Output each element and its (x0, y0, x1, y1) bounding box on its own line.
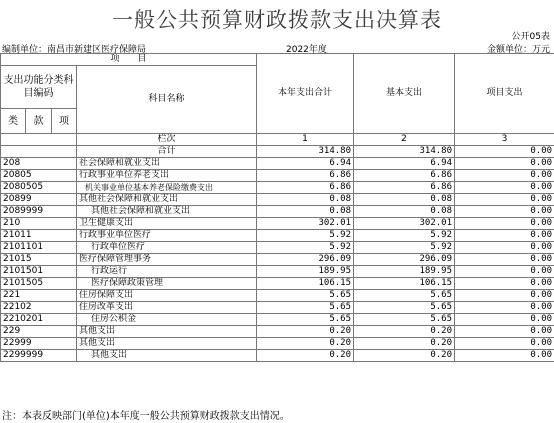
row-total: 106.15 (257, 278, 354, 290)
row-code: 2080505 (1, 182, 77, 194)
row-code: 221 (1, 290, 77, 302)
total-sum: 314.80 (257, 146, 354, 158)
header-basic: 基本支出 (354, 54, 455, 134)
reporting-unit: 编制单位：南昌市新建区医疗保障局 (2, 45, 147, 55)
row-subject-name: 行政事业单位医疗 (77, 230, 257, 242)
money-unit: 金额单位：万元 (486, 45, 550, 55)
column-no-label: 栏次 (77, 134, 257, 146)
row-subject-name: 住房公积金 (77, 314, 257, 326)
row-basic: 6.94 (354, 158, 455, 170)
row-subject-name: 其他社会保障和就业支出 (77, 206, 257, 218)
expenditure-table (0, 53, 554, 362)
table-row (1, 326, 554, 338)
table-row (1, 170, 554, 182)
row-code: 2210201 (1, 314, 77, 326)
row-project: 0.00 (455, 194, 554, 206)
row-total: 6.86 (257, 170, 354, 182)
header-item: 项 目 (1, 54, 257, 66)
row-basic: 5.92 (354, 230, 455, 242)
table-row (1, 350, 554, 362)
row-code: 229 (1, 326, 77, 338)
row-basic: 6.86 (354, 170, 455, 182)
row-total: 5.65 (257, 302, 354, 314)
row-code: 22999 (1, 338, 77, 350)
row-project: 0.00 (455, 314, 554, 326)
row-project: 0.00 (455, 278, 554, 290)
row-total: 5.65 (257, 314, 354, 326)
table-row (1, 290, 554, 302)
header-kuan: 款 (26, 109, 52, 134)
column-no-2: 2 (354, 134, 455, 146)
row-project: 0.00 (455, 326, 554, 338)
row-code: 208 (1, 158, 77, 170)
column-no-3: 3 (455, 134, 554, 146)
row-subject-name: 住房保障支出 (77, 290, 257, 302)
row-total: 6.86 (257, 182, 354, 194)
column-no-1: 1 (257, 134, 354, 146)
row-project: 0.00 (455, 242, 554, 254)
table-row (1, 218, 554, 230)
row-project: 0.00 (455, 206, 554, 218)
row-subject-name: 住房改革支出 (77, 302, 257, 314)
row-total: 0.08 (257, 206, 354, 218)
row-total: 0.08 (257, 194, 354, 206)
form-number: 公开05表 (511, 32, 550, 42)
table-row (1, 230, 554, 242)
table-row (1, 182, 554, 194)
row-project: 0.00 (455, 350, 554, 362)
header-project: 项目支出 (455, 54, 554, 134)
row-basic: 296.09 (354, 254, 455, 266)
total-project: 0.00 (455, 146, 554, 158)
row-subject-name: 社会保障和就业支出 (77, 158, 257, 170)
page-title: 一般公共预算财政拨款支出决算表 (112, 8, 442, 32)
row-subject-name: 卫生健康支出 (77, 218, 257, 230)
total-basic: 314.80 (354, 146, 455, 158)
row-total: 0.20 (257, 338, 354, 350)
table-row (1, 302, 554, 314)
row-total: 5.92 (257, 230, 354, 242)
table-row (1, 206, 554, 218)
row-code: 21015 (1, 254, 77, 266)
row-code: 20805 (1, 170, 77, 182)
table-row (1, 266, 554, 278)
fiscal-year: 2022年度 (286, 45, 327, 55)
row-subject-name: 其他社会保障和就业支出 (77, 194, 257, 206)
row-subject-name: 其他支出 (77, 326, 257, 338)
row-project: 0.00 (455, 230, 554, 242)
row-total: 302.01 (257, 218, 354, 230)
row-subject-name: 行政单位医疗 (77, 242, 257, 254)
row-subject-name: 行政运行 (77, 266, 257, 278)
row-project: 0.00 (455, 182, 554, 194)
row-basic: 0.08 (354, 194, 455, 206)
row-project: 0.00 (455, 254, 554, 266)
row-basic: 0.08 (354, 206, 455, 218)
row-basic: 0.20 (354, 338, 455, 350)
table-row (1, 278, 554, 290)
header-total: 本年支出合计 (257, 54, 354, 134)
table-row (1, 314, 554, 326)
row-basic: 5.65 (354, 314, 455, 326)
row-code: 2089999 (1, 206, 77, 218)
row-code: 2299999 (1, 350, 77, 362)
table-row (1, 194, 554, 206)
blank-cell (1, 146, 77, 158)
row-subject-name: 其他支出 (77, 338, 257, 350)
row-subject-name: 机关事业单位基本养老保险缴费支出 (77, 182, 257, 194)
row-total: 6.94 (257, 158, 354, 170)
row-project: 0.00 (455, 170, 554, 182)
row-project: 0.00 (455, 218, 554, 230)
row-project: 0.00 (455, 338, 554, 350)
row-total: 189.95 (257, 266, 354, 278)
row-total: 0.20 (257, 326, 354, 338)
row-basic: 5.65 (354, 290, 455, 302)
row-total: 5.92 (257, 242, 354, 254)
row-project: 0.00 (455, 290, 554, 302)
row-subject-name: 医疗保障管理事务 (77, 254, 257, 266)
row-code: 2101101 (1, 242, 77, 254)
row-subject-name: 医疗保障政策管理 (77, 278, 257, 290)
row-code: 2101505 (1, 278, 77, 290)
row-project: 0.00 (455, 158, 554, 170)
row-code: 21011 (1, 230, 77, 242)
row-code: 210 (1, 218, 77, 230)
row-code: 2101501 (1, 266, 77, 278)
row-total: 0.20 (257, 350, 354, 362)
row-total: 296.09 (257, 254, 354, 266)
row-basic: 189.95 (354, 266, 455, 278)
row-basic: 302.01 (354, 218, 455, 230)
row-basic: 5.65 (354, 302, 455, 314)
table-row (1, 254, 554, 266)
table-row (1, 338, 554, 350)
header-subject-name: 科目名称 (77, 66, 257, 134)
row-basic: 5.92 (354, 242, 455, 254)
row-total: 5.65 (257, 290, 354, 302)
total-label: 合计 (77, 146, 257, 158)
row-subject-name: 行政事业单位养老支出 (77, 170, 257, 182)
blank-cell (1, 134, 77, 146)
row-subject-name: 其他支出 (77, 350, 257, 362)
row-project: 0.00 (455, 266, 554, 278)
header-code-group: 支出功能分类科目编码 (1, 66, 77, 109)
row-basic: 106.15 (354, 278, 455, 290)
table-row (1, 242, 554, 254)
row-basic: 0.20 (354, 326, 455, 338)
row-basic: 6.86 (354, 182, 455, 194)
row-basic: 0.20 (354, 350, 455, 362)
table-row (1, 158, 554, 170)
row-project: 0.00 (455, 302, 554, 314)
row-code: 22102 (1, 302, 77, 314)
row-code: 20899 (1, 194, 77, 206)
footnote: 注：本表反映部门(单位)本年度一般公共预算财政拨款支出情况。 (2, 411, 290, 422)
header-lei: 类 (1, 109, 26, 134)
header-xiang: 项 (52, 109, 77, 134)
